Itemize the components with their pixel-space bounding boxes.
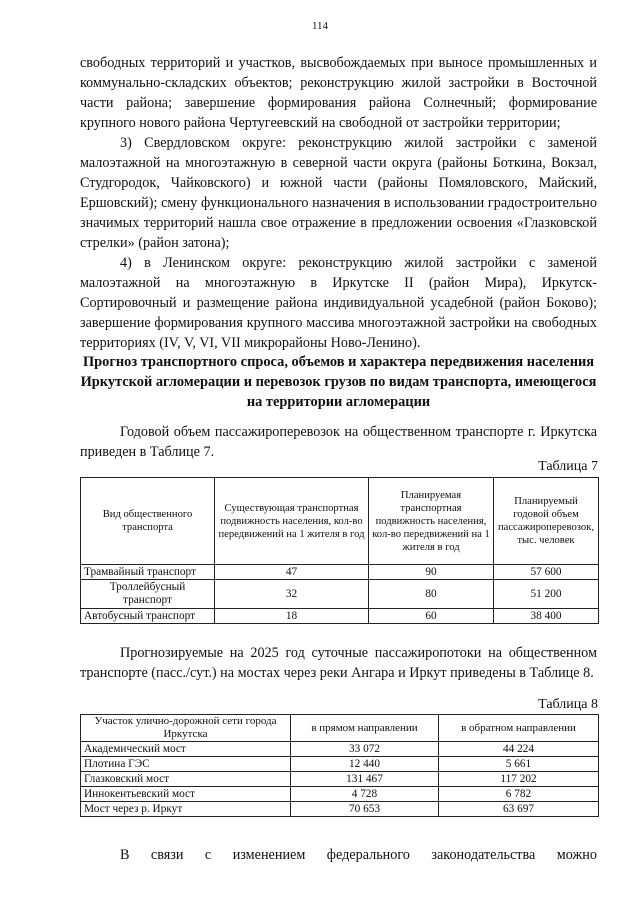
table8-cell: 44 224 <box>439 742 599 757</box>
table8-cell: 33 072 <box>291 742 439 757</box>
table7-cell: 51 200 <box>494 580 599 609</box>
table8-header-cell: в обратном направлении <box>439 715 599 742</box>
table8-cell: 4 728 <box>291 787 439 802</box>
table8-cell: 70 653 <box>291 802 439 817</box>
table8-header-row <box>81 715 599 742</box>
table8-header-cell: Участок улично-дорожной сети города Иркутска <box>81 715 291 742</box>
table8-cell: 117 202 <box>439 772 599 787</box>
table8-cell: Глазковский мост <box>81 772 291 787</box>
table7-caption: Таблица 7 <box>538 459 598 474</box>
table8-row <box>81 757 599 772</box>
table7-row <box>81 580 599 609</box>
table8-header-cell: в прямом направлении <box>291 715 439 742</box>
table7-cell: 60 <box>369 609 494 624</box>
table8-row <box>81 802 599 817</box>
table8-cell: 6 782 <box>439 787 599 802</box>
paragraph-3: 4) в Ленинском округе: реконструкцию жилой застройки с заменой малоэтажной на многоэтажную в Иркутске II (район Мира), Иркутск-Сортировочный и размещение района индивидуальной усадебной (район Боково); завершение формирования крупного массива многоэтажной застройки на свободных территориях (IV, V, VI, VII микрорайоны Ново-Ленино). <box>80 255 597 351</box>
table8-cell: 12 440 <box>291 757 439 772</box>
table8-caption: Таблица 8 <box>538 697 598 712</box>
table8-row <box>81 772 599 787</box>
table7-header-cell: Существующая транспортная подвижность населения, кол-во передвижений на 1 жителя в год <box>215 478 369 565</box>
table7-cell: 47 <box>215 565 369 580</box>
table8 <box>80 714 599 817</box>
table7-row <box>81 565 599 580</box>
table7-header-cell: Планируемый годовой объем пассажироперевозок, тыс. человек <box>494 478 599 565</box>
table8-cell: Плотина ГЭС <box>81 757 291 772</box>
table7-cell: Троллейбусный транспорт <box>81 580 215 609</box>
table7-header-cell: Планируемая транспортная подвижность населения, кол-во передвижений на 1 жителя в год <box>369 478 494 565</box>
paragraph-1: свободных территорий и участков, высвобождаемых при выносе промышленных и коммунально-складских объектов; реконструкцию жилой застройки в Восточной части района; завершение формирования района Солнечный; формирование крупного нового района Чертугеевский на свободной от застройки территории; <box>80 55 597 131</box>
table8-cell: 131 467 <box>291 772 439 787</box>
page-number: 114 <box>311 20 329 32</box>
table7-cell: Автобусный транспорт <box>81 609 215 624</box>
section-heading: Прогноз транспортного спроса, объемов и характера передвижения населения Иркутской агломерации и перевозок грузов по видам транспорта, имеющегося на территории агломерации <box>80 354 597 410</box>
table8-cell: Иннокентьевский мост <box>81 787 291 802</box>
text-block-top <box>80 53 597 353</box>
table8-cell: Академический мост <box>81 742 291 757</box>
table8-row <box>81 742 599 757</box>
table7-cell: Трамвайный транспорт <box>81 565 215 580</box>
table7-cell: 18 <box>215 609 369 624</box>
text-block-table7-intro <box>80 422 597 462</box>
text-block-bottom <box>80 845 597 865</box>
table8-row <box>81 787 599 802</box>
table8-cell: 63 697 <box>439 802 599 817</box>
paragraph-2: 3) Свердловском округе: реконструкцию жилой застройки с заменой малоэтажной на многоэтажную в северной части округа (районы Боткина, Вокзал, Студгородок, Чайковского) и южной части (районы Помяловского, Майский, Ершовский); смену функционального назначения в использовании градостроительно значимых территорий нашла свое отражение в предложении освоения «Глазковской стрелки» (район затона); <box>80 135 597 251</box>
paragraph-6: В связи с изменением федерального законодательства можно <box>120 847 597 863</box>
table8-cell: Мост через р. Иркут <box>81 802 291 817</box>
table7-cell: 38 400 <box>494 609 599 624</box>
table7 <box>80 477 599 624</box>
table7-row <box>81 609 599 624</box>
table7-header-cell: Вид общественного транспорта <box>81 478 215 565</box>
text-block-table8-intro <box>80 643 597 683</box>
paragraph-4: Годовой объем пассажироперевозок на общественном транспорте г. Иркутска приведен в Таблице 7. <box>80 424 597 460</box>
table7-header-row <box>81 478 599 565</box>
table8-cell: 5 661 <box>439 757 599 772</box>
table7-cell: 90 <box>369 565 494 580</box>
table7-cell: 57 600 <box>494 565 599 580</box>
paragraph-5: Прогнозируемые на 2025 год суточные пассажиропотоки на общественном транспорте (пасс./сут.) на мостах через реки Ангара и Иркут приведены в Таблице 8. <box>80 645 597 681</box>
table7-cell: 80 <box>369 580 494 609</box>
table7-cell: 32 <box>215 580 369 609</box>
